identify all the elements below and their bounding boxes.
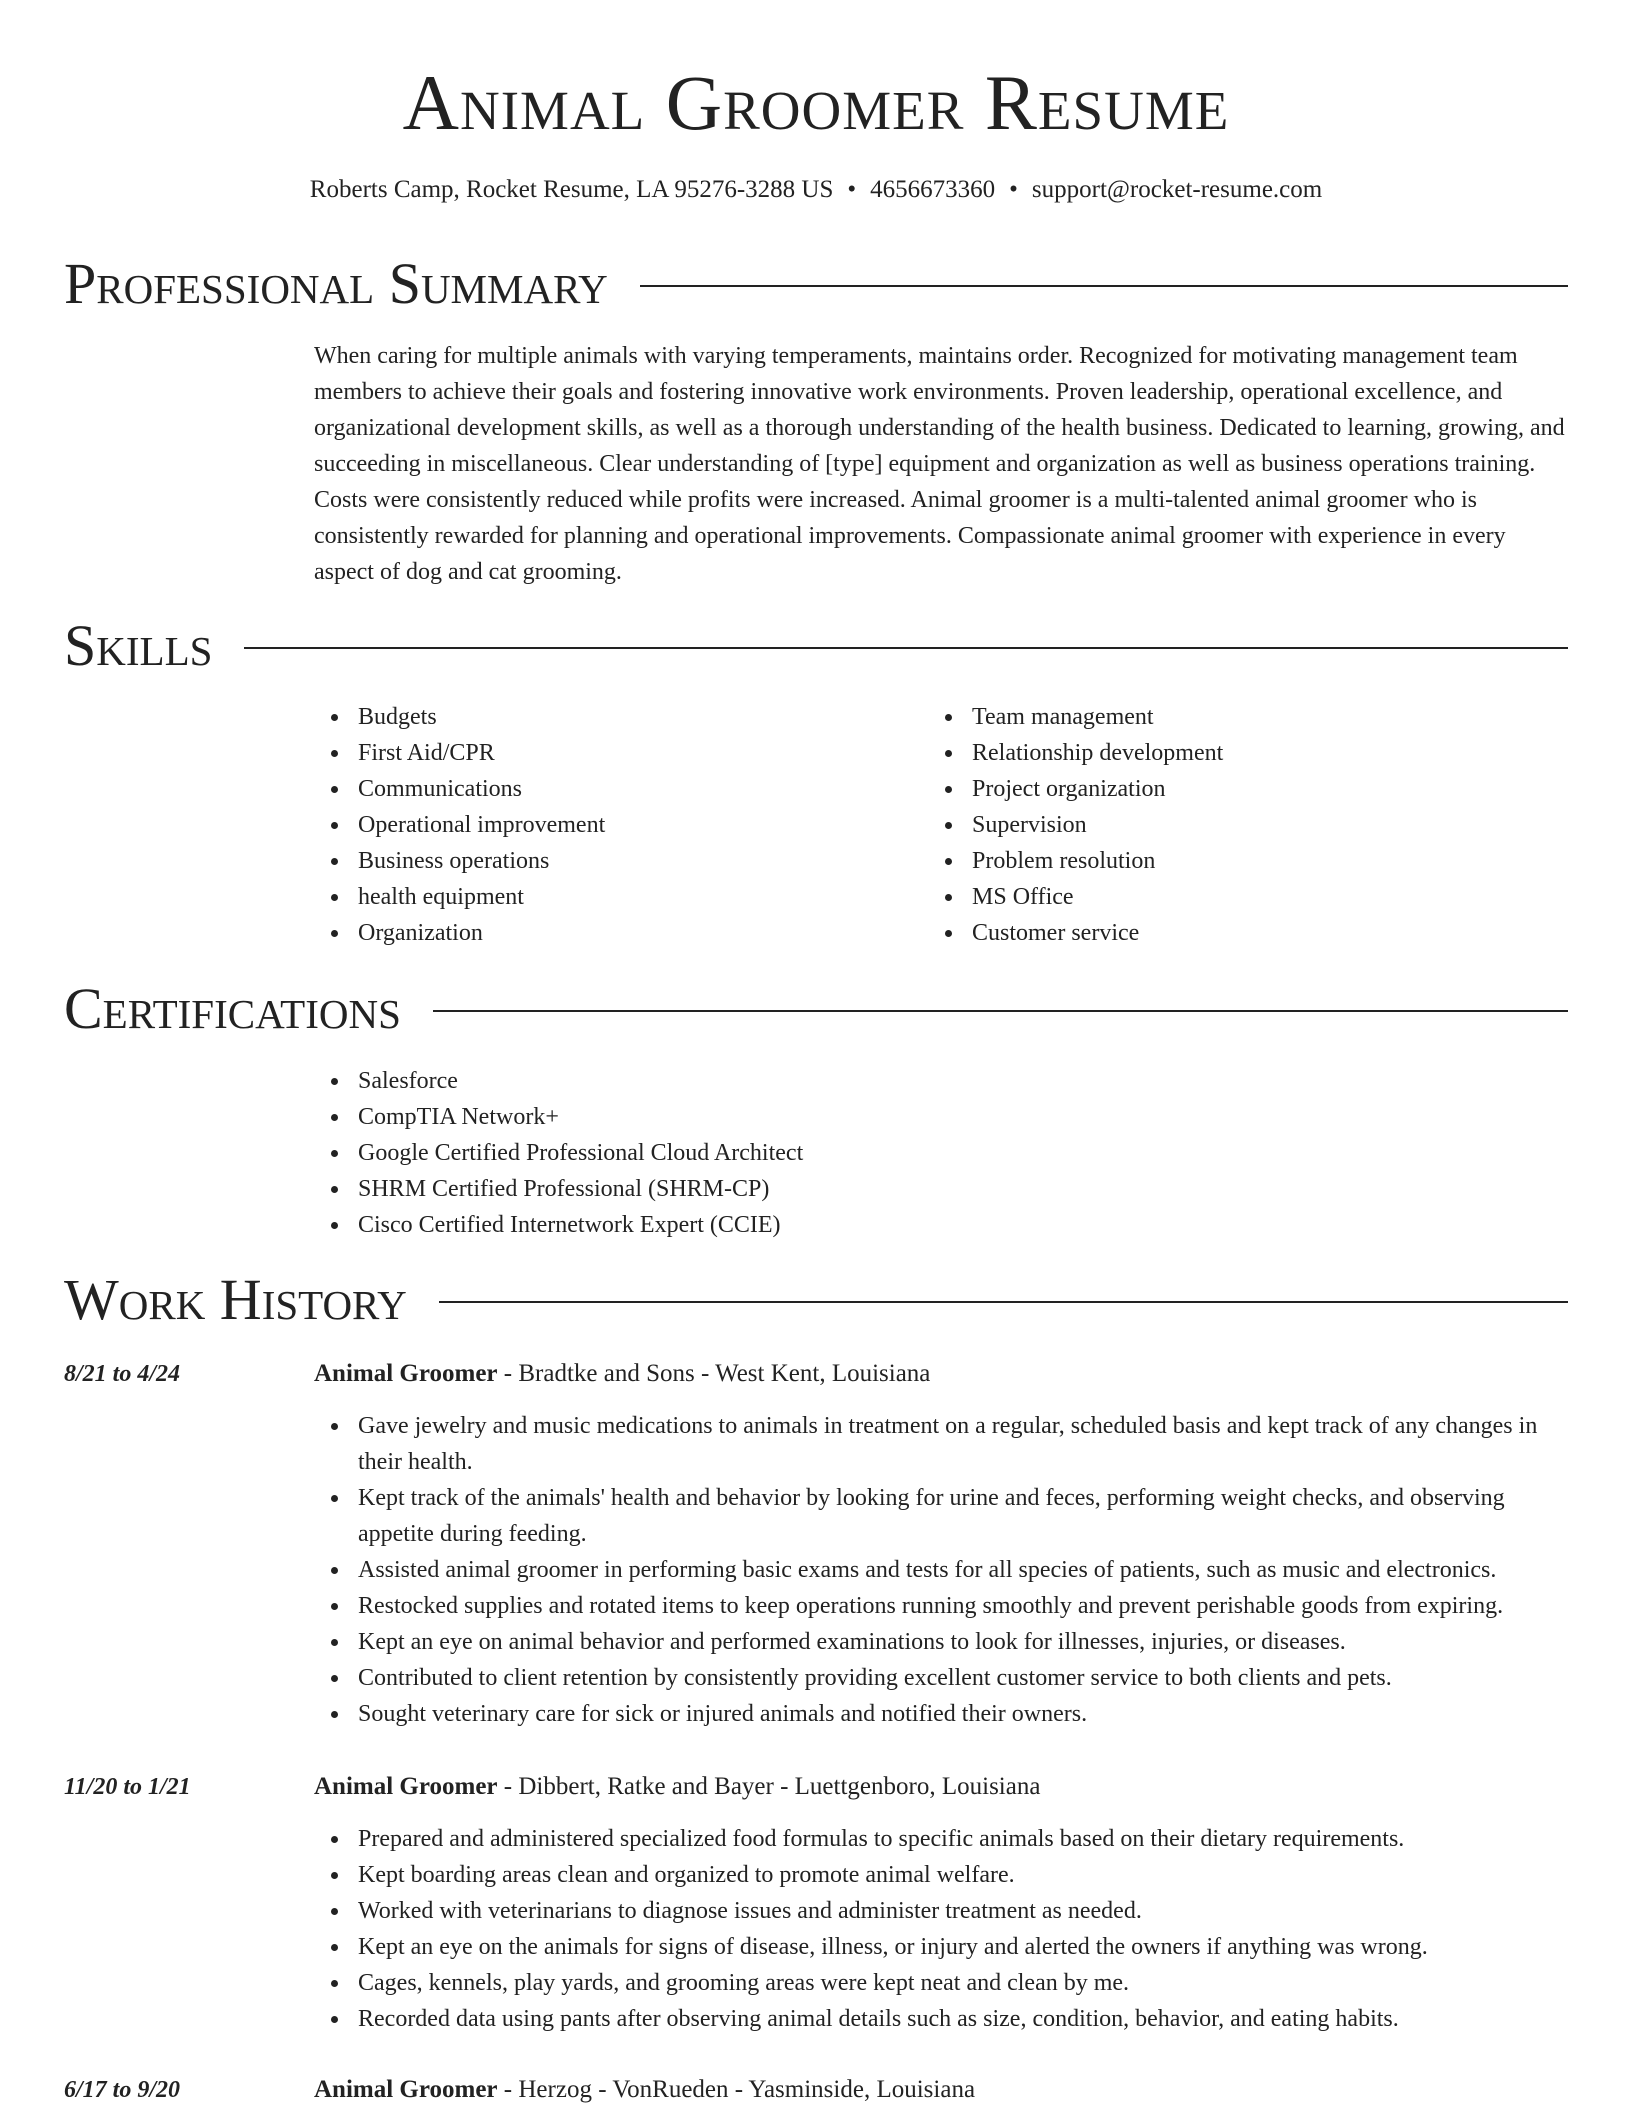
job-bullet: Sought veterinary care for sick or injured animals and notified their owners. [314, 1696, 1570, 1732]
certifications-list [314, 1063, 803, 1243]
skill-item: Operational improvement [314, 807, 914, 843]
contact-phone: 4656673360 [870, 176, 996, 203]
job-title: Animal Groomer [314, 2076, 498, 2103]
job-company: - Bradtke and Sons - West Kent, Louisiana [497, 1360, 931, 1387]
section-header-skills [64, 614, 1568, 678]
skill-item: Supervision [928, 807, 1568, 843]
skill-item: Business operations [314, 843, 914, 879]
section-divider [244, 647, 1568, 649]
certification-item: Cisco Certified Internetwork Expert (CCIE) [314, 1207, 803, 1243]
job-heading [314, 2072, 975, 2108]
skill-item: Team management [928, 699, 1568, 735]
section-divider [433, 1010, 1568, 1012]
skill-item: MS Office [928, 879, 1568, 915]
skill-item: health equipment [314, 879, 914, 915]
certification-item: CompTIA Network+ [314, 1099, 803, 1135]
resume-title: Animal Groomer Resume [402, 59, 1230, 146]
section-title-certifications: Certifications [64, 976, 401, 1041]
section-title-skills: Skills [64, 613, 213, 678]
section-divider [439, 1301, 1568, 1303]
skill-item: Customer service [928, 915, 1568, 951]
skill-item: Project organization [928, 771, 1568, 807]
skill-item: Communications [314, 771, 914, 807]
section-divider [640, 285, 1568, 287]
contact-line [0, 174, 1632, 206]
job-company: - Herzog - VonRueden - Yasminside, Louisiana [497, 2076, 976, 2103]
skill-item: First Aid/CPR [314, 735, 914, 771]
job-dates: 8/21 to 4/24 [64, 1361, 181, 1387]
summary-text: When caring for multiple animals with varying temperaments, maintains order. Recognized for motivating management team members to achieve their goals and fostering innovative work environments. Proven leadership, operational excellence, and organizational development skills, as well as a thorough understanding of the health business. Dedicated to learning, growing, and succeeding in miscellaneous. Clear understanding of [type] equipment and organization as well as business operations training. Costs were consistently reduced while profits were increased. Animal groomer is a multi-talented animal groomer who is consistently rewarded for planning and operational improvements. Compassionate animal groomer with experience in every aspect of dog and cat grooming. [314, 343, 1565, 585]
job-bullet: Kept boarding areas clean and organized to promote animal welfare. [314, 1857, 1570, 1893]
skill-item: Organization [314, 915, 914, 951]
job-bullet: Worked with veterinarians to diagnose issues and administer treatment as needed. [314, 1893, 1570, 1929]
certification-item: Google Certified Professional Cloud Architect [314, 1135, 803, 1171]
section-header-certifications [64, 977, 1568, 1041]
job-bullet: Kept an eye on animal behavior and performed examinations to look for illnesses, injuries, or diseases. [314, 1624, 1570, 1660]
skills-list-left [314, 699, 914, 951]
job-dates: 11/20 to 1/21 [64, 1774, 191, 1800]
skills-list-right [928, 699, 1568, 951]
job-bullet: Prepared and administered specialized food formulas to specific animals based on their dietary requirements. [314, 1821, 1570, 1857]
job-title: Animal Groomer [314, 1360, 498, 1387]
certification-item: Salesforce [314, 1063, 803, 1099]
job-dates: 6/17 to 9/20 [64, 2077, 181, 2103]
job-title: Animal Groomer [314, 1773, 498, 1800]
skill-item: Relationship development [928, 735, 1568, 771]
job-bullet: Recorded data using pants after observing animal details such as size, condition, behavior, and eating habits. [314, 2001, 1570, 2037]
job-heading [314, 1356, 930, 1392]
job-company: - Dibbert, Ratke and Bayer - Luettgenboro, Louisiana [497, 1773, 1041, 1800]
job-bullet: Contributed to client retention by consistently providing excellent customer service to both clients and pets. [314, 1660, 1570, 1696]
contact-separator: • [1009, 176, 1018, 203]
job-bullet: Restocked supplies and rotated items to keep operations running smoothly and prevent perishable goods from expiring. [314, 1588, 1570, 1624]
contact-email: support@rocket-resume.com [1031, 176, 1323, 203]
section-header-summary [64, 252, 1568, 316]
job-bullet: Kept track of the animals' health and behavior by looking for urine and feces, performing weight checks, and observing appetite during feeding. [314, 1480, 1570, 1552]
job-bullets [314, 1408, 1570, 1732]
job-bullet: Kept an eye on the animals for signs of disease, illness, or injury and alerted the owners if anything was wrong. [314, 1929, 1570, 1965]
job-bullet: Gave jewelry and music medications to animals in treatment on a regular, scheduled basis and kept track of any changes in their health. [314, 1408, 1570, 1480]
section-header-work-history [64, 1268, 1568, 1332]
job-bullet: Assisted animal groomer in performing basic exams and tests for all species of patients, such as music and electronics. [314, 1552, 1570, 1588]
skill-item: Budgets [314, 699, 914, 735]
skill-item: Problem resolution [928, 843, 1568, 879]
contact-address: Roberts Camp, Rocket Resume, LA 95276-3288 US [309, 176, 834, 203]
certification-item: SHRM Certified Professional (SHRM-CP) [314, 1171, 803, 1207]
job-bullets [314, 1821, 1570, 2037]
section-title-summary: Professional Summary [64, 251, 608, 316]
job-bullet: Cages, kennels, play yards, and grooming areas were kept neat and clean by me. [314, 1965, 1570, 2001]
job-heading [314, 1769, 1040, 1805]
contact-separator: • [847, 176, 857, 203]
section-title-work-history: Work History [64, 1267, 407, 1332]
